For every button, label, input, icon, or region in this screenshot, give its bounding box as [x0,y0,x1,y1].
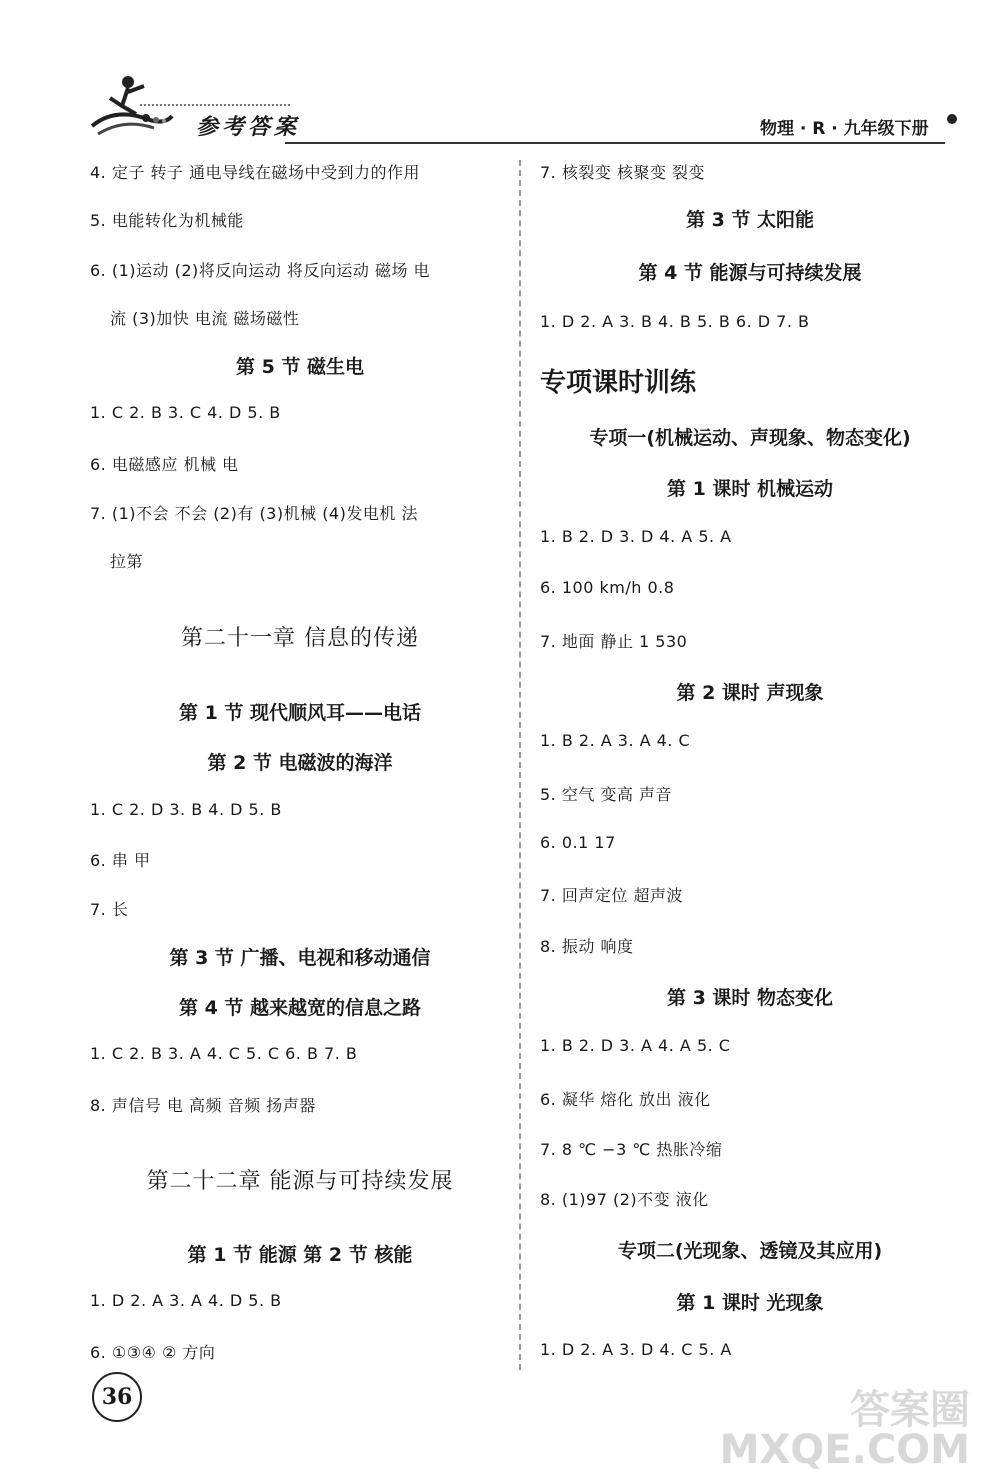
special-heading: 专项一(机械运动、声现象、物态变化) [589,427,911,449]
answer-line: 7. 核裂变 核聚变 裂变 [540,163,706,182]
answer-line: 6. 100 km/h 0.8 [540,578,675,597]
answer-line: 1. C 2. D 3. B 4. D 5. B [90,800,282,819]
section-heading: 第 4 节 越来越宽的信息之路 [178,997,422,1019]
chapter-heading: 第二十二章 能源与可持续发展 [146,1169,454,1194]
header-dotted-line [140,104,290,106]
section-heading: 第 5 节 磁生电 [235,356,365,378]
answer-line: 1. B 2. D 3. A 4. A 5. C [540,1036,731,1055]
answer-line: 7. 地面 静止 1 530 [540,632,688,651]
answer-line: 8. 振动 响度 [540,937,634,956]
answer-line: 6. 电磁感应 机械 电 [90,455,239,474]
answer-line: 5. 电能转化为机械能 [90,211,244,230]
page-number: 36 [92,1372,142,1422]
lesson-heading: 第 1 课时 光现象 [676,1292,824,1314]
lesson-heading: 第 2 课时 声现象 [676,682,824,704]
answer-line: 流 (3)加快 电流 磁场磁性 [110,309,300,328]
answer-line: 1. B 2. D 3. D 4. A 5. A [540,527,732,546]
answer-line: 7. 回声定位 超声波 [540,886,683,905]
header-bullet-icon [947,114,957,124]
section-heading: 第 4 节 能源与可持续发展 [638,262,862,284]
header-subject: 物理 · R · 九年级下册 [760,119,929,139]
answer-line: 4. 定子 转子 通电导线在磁场中受到力的作用 [90,163,421,182]
answer-line: 6. 0.1 17 [540,833,616,852]
answer-line: 6. 凝华 熔化 放出 液化 [540,1090,711,1109]
answer-line: 7. 长 [90,900,129,919]
answer-line: 1. D 2. A 3. A 4. D 5. B [90,1291,282,1310]
answer-line: 8. 声信号 电 高频 音频 扬声器 [90,1096,316,1115]
answer-line: 1. D 2. A 3. B 4. B 5. B 6. D 7. B [540,312,810,331]
lesson-heading: 第 1 课时 机械运动 [666,478,834,500]
watermark-logo: 答案圈 MXQE.COM [719,1387,970,1473]
section-heading: 第 3 节 太阳能 [685,209,815,231]
section-heading: 第 1 节 现代顺风耳——电话 [178,702,422,724]
special-training-title: 专项课时训练 [540,368,697,398]
answer-line: 1. C 2. B 3. A 4. C 5. C 6. B 7. B [90,1044,358,1063]
page-header [0,0,1000,160]
answer-line: 6. ①③④ ② 方向 [90,1343,216,1362]
answer-line: 6. 串 甲 [90,851,151,870]
answer-line: 1. B 2. A 3. A 4. C [540,731,691,750]
answer-line: 1. C 2. B 3. C 4. D 5. B [90,403,281,422]
section-heading: 第 3 节 广播、电视和移动通信 [169,947,431,969]
answer-line: 6. (1)运动 (2)将反向运动 将反向运动 磁场 电 [90,261,431,280]
section-heading: 第 2 节 电磁波的海洋 [207,752,393,774]
header-title: 参考答案 [196,114,301,140]
answer-line: 拉第 [110,552,144,571]
special-heading: 专项二(光现象、透镜及其应用) [617,1240,883,1262]
answer-line: 1. D 2. A 3. D 4. C 5. A [540,1340,732,1359]
answer-line: 7. 8 ℃ −3 ℃ 热胀冷缩 [540,1140,723,1159]
lesson-heading: 第 3 课时 物态变化 [666,987,834,1009]
chapter-heading: 第二十一章 信息的传递 [181,626,419,651]
header-rule [285,142,945,144]
answer-line: 7. (1)不会 不会 (2)有 (3)机械 (4)发电机 法 [90,504,418,523]
answer-line: 8. (1)97 (2)不变 液化 [540,1190,709,1209]
section-heading: 第 1 节 能源 第 2 节 核能 [187,1244,413,1266]
answer-line: 5. 空气 变高 声音 [540,785,673,804]
column-divider [519,160,521,1370]
